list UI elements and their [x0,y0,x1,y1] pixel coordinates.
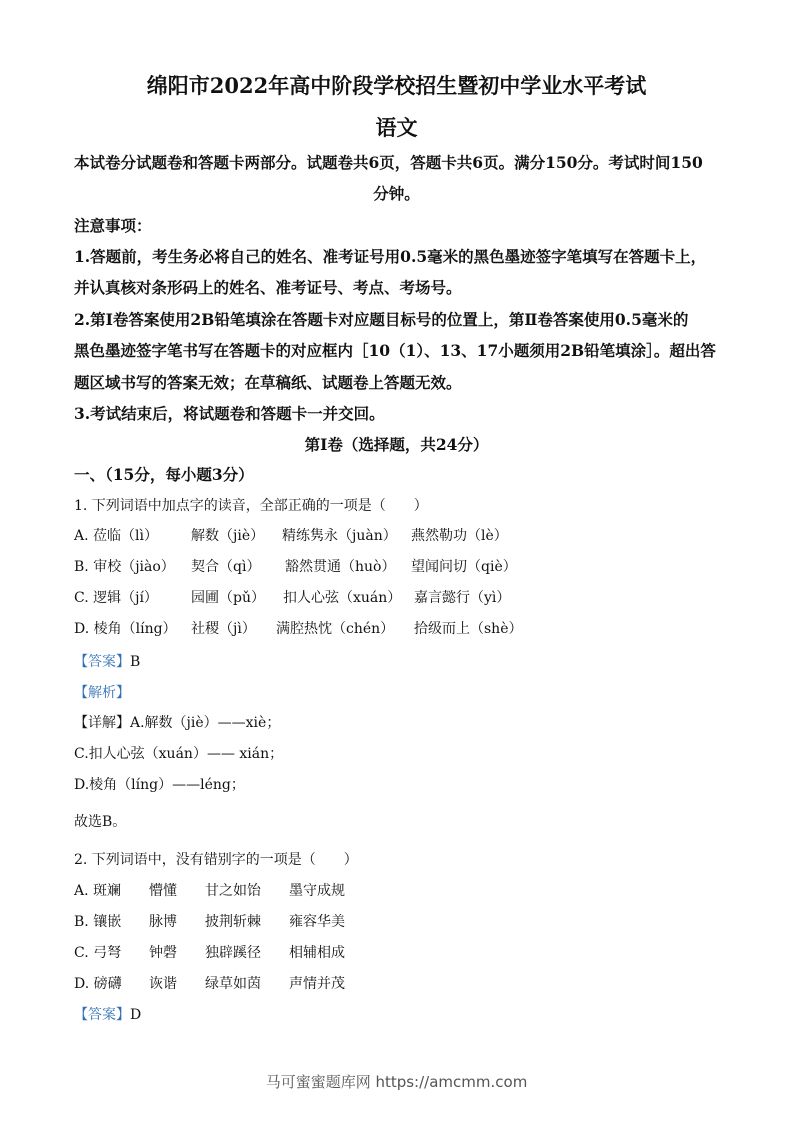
q2-c-item-1: C. 弓弩 [74,945,122,961]
footer-watermark: 马可蜜蜜题库网 https://amcmm.com [265,1073,528,1091]
q1-d-item-2: 社稷（jì） [191,621,256,637]
intro-line-2: 分钟。 [373,184,420,203]
q1-b-item-3: 豁然贯通（huò） [285,559,396,575]
q2-b-item-4: 雍容华美 [289,914,345,930]
notice-item-3: 3.考试结束后，将试题卷和答题卡一并交回。 [74,404,385,423]
notice-item-1-line-2: 并认真核对条形码上的姓名、准考证号、考点、考场号。 [74,278,462,297]
q2-c-item-3: 独辟蹊径 [205,945,261,961]
q2-d-item-1: D. 磅礴 [74,976,122,992]
q2-stem: 2. 下列词语中，没有错别字的一项是（ ） [74,852,358,868]
q1-stem: 1. 下列词语中加点字的读音，全部正确的一项是（ ） [74,498,428,514]
q1-detail-3: D.棱角（líng）——léng； [74,777,245,793]
q2-d-item-3: 绿草如茵 [205,976,261,992]
q1-c-item-1: C. 逻辑（jí） [74,590,158,606]
notice-item-2-line-3: 题区域书写的答案无效；在草稿纸、试题卷上答题无效。 [74,373,462,392]
q1-c-item-3: 扣人心弦（xuán） [283,590,402,606]
q1-answer-tag: 【答案】 [74,654,130,670]
q2-d-item-2: 诙谐 [149,976,177,992]
section-title: 第Ⅰ卷（选择题，共24分） [304,435,489,454]
q1-a-item-2: 解数（jiè） [191,528,265,544]
q2-b-item-2: 脉博 [149,914,177,930]
q2-d-item-4: 声情并茂 [289,976,345,992]
q1-d-item-1: D. 棱角（líng） [74,621,177,637]
q1-c-item-4: 嘉言懿行（yì） [414,590,511,606]
q2-answer [74,1004,724,1024]
q1-c-item-2: 园圃（pǔ） [191,590,265,606]
q1-detail-1-text: A.解数（jiè）——xiè； [130,715,281,731]
q1-detail-2: C.扣人心弦（xuán）—— xián； [74,746,284,762]
q1-d-item-4: 拾级而上（shè） [414,621,523,637]
q2-c-item-2: 钟磬 [149,945,177,961]
q2-a-item-3: 甘之如饴 [205,883,261,899]
q1-a-item-4: 燕然勒功（lè） [411,528,508,544]
q2-a-item-4: 墨守成规 [289,883,345,899]
q1-b-item-4: 望闻问切（qiè） [411,559,517,575]
q1-answer-value: B [130,654,141,670]
intro-line-1: 本试卷分试题卷和答题卡两部分。试题卷共6页，答题卡共6页。满分150分。考试时间150 [74,153,703,172]
q1-a-item-1: A. 莅临（lì） [74,528,158,544]
q1-analysis-tag: 【解析】 [74,685,130,701]
notice-heading: 注意事项： [74,216,152,235]
q1-conclusion: 故选B。 [74,814,127,830]
part-title: 一、（15分，每小题3分） [74,465,254,484]
q2-a-item-2: 懵懂 [149,883,177,899]
subject-title: 语文 [375,115,418,140]
q1-b-item-2: 契合（qì） [191,559,261,575]
notice-item-2-line-1: 2.第Ⅰ卷答案使用2B铅笔填涂在答题卡对应题目标号的位置上，第Ⅱ卷答案使用0.5毫米的 [74,310,689,329]
q1-detail-1 [74,712,724,732]
q1-detail-tag: 【详解】 [74,715,130,731]
q2-b-item-3: 披荆斩棘 [205,914,261,930]
q1-d-item-3: 满腔热忱（chén） [276,621,395,637]
q2-c-item-4: 相辅相成 [289,945,345,961]
q1-b-item-1: B. 审校（jiào） [74,559,175,575]
q2-answer-value: D [130,1007,142,1023]
q2-a-item-1: A. 斑斓 [74,883,122,899]
notice-item-1-line-1: 1.答题前，考生务必将自己的姓名、准考证号用0.5毫米的黑色墨迹签字笔填写在答题卡上， [74,247,707,266]
exam-title: 绵阳市2022年高中阶段学校招生暨初中学业水平考试 [146,73,647,98]
q1-a-item-3: 精练隽永（juàn） [282,528,397,544]
q2-answer-tag: 【答案】 [74,1007,130,1023]
q2-b-item-1: B. 镶嵌 [74,914,122,930]
notice-item-2-line-2: 黑色墨迹签字笔书写在答题卡的对应框内［10（1）、13、17小题须用2B铅笔填涂］。超出答 [74,341,716,360]
q1-answer [74,651,724,671]
